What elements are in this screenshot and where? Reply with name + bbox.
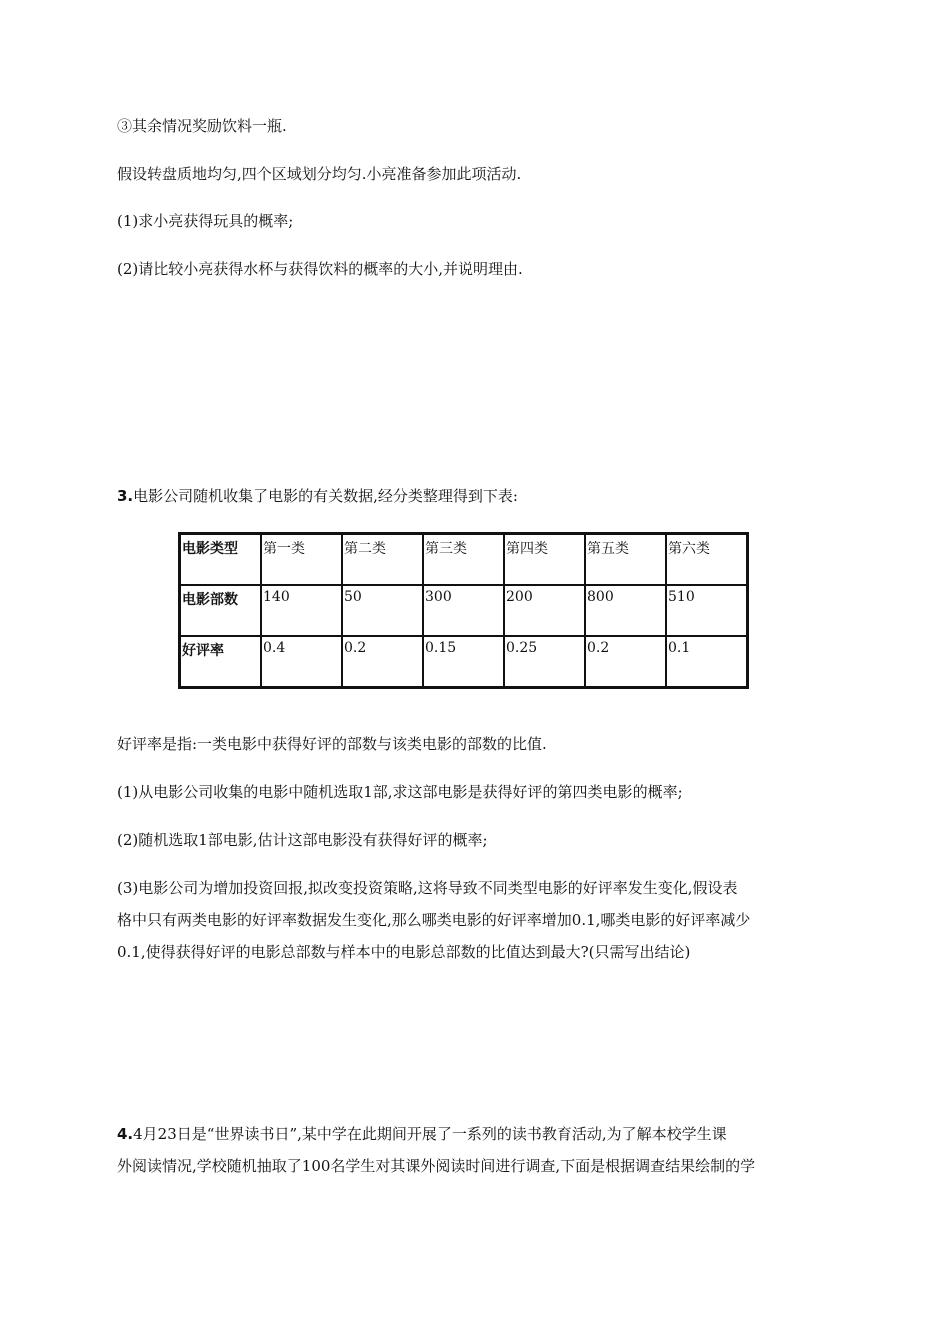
question-3-part-1: (1)从电影公司收集的电影中随机选取1部,求这部电影是获得好评的第四类电影的概率; [117, 783, 683, 801]
table-cell: 第三类 [423, 534, 504, 586]
table-cell: 好评率 [180, 636, 262, 688]
question-3-part-3-line-2: 格中只有两类电影的好评率数据发生变化,那么哪类电影的好评率增加0.1,哪类电影的好评率减少 [117, 911, 751, 929]
table-row [180, 585, 748, 636]
question-2-part-1: (1)求小亮获得玩具的概率; [117, 212, 294, 230]
question-3-part-3-line-3: 0.1,使得获得好评的电影总部数与样本中的电影总部数的比值达到最大?(只需写出结论) [117, 943, 691, 961]
rule-3-text: ③其余情况奖励饮料一瓶. [117, 117, 287, 135]
table-cell: 300 [423, 585, 504, 636]
question-3-number: 3. [117, 487, 134, 505]
table-cell: 0.2 [585, 636, 666, 688]
table-cell: 140 [261, 585, 342, 636]
question-2-part-2: (2)请比较小亮获得水杯与获得饮料的概率的大小,并说明理由. [117, 260, 523, 278]
table-cell: 0.4 [261, 636, 342, 688]
table-cell: 第四类 [504, 534, 585, 586]
question-3-intro [117, 487, 518, 505]
table-cell: 50 [342, 585, 423, 636]
table-cell: 800 [585, 585, 666, 636]
table-cell: 第六类 [666, 534, 748, 586]
question-3-part-2: (2)随机选取1部电影,估计这部电影没有获得好评的概率; [117, 831, 488, 849]
table-cell: 第五类 [585, 534, 666, 586]
rating-definition: 好评率是指:一类电影中获得好评的部数与该类电影的部数的比值. [117, 735, 547, 753]
assumption-text: 假设转盘质地均匀,四个区域划分均匀.小亮准备参加此项活动. [117, 165, 522, 183]
table-cell: 电影类型 [180, 534, 262, 586]
table-cell: 0.1 [666, 636, 748, 688]
table-cell: 0.15 [423, 636, 504, 688]
table-cell: 电影部数 [180, 585, 262, 636]
table-cell: 第二类 [342, 534, 423, 586]
question-3-part-3-line-1: (3)电影公司为增加投资回报,拟改变投资策略,这将导致不同类型电影的好评率发生变化,假设表 [117, 879, 738, 897]
question-4-line-2: 外阅读情况,学校随机抽取了100名学生对其课外阅读时间进行调查,下面是根据调查结果绘制的学 [117, 1157, 756, 1175]
question-4-text: 4月23日是“世界读书日”,某中学在此期间开展了一系列的读书教育活动,为了解本校学生课 [133, 1125, 727, 1143]
table-cell: 0.25 [504, 636, 585, 688]
question-3-intro-text: 电影公司随机收集了电影的有关数据,经分类整理得到下表: [133, 487, 518, 505]
table-row [180, 636, 748, 688]
question-4-number: 4. [117, 1125, 134, 1143]
table-cell: 510 [666, 585, 748, 636]
movie-data-table [178, 532, 749, 689]
table-cell: 200 [504, 585, 585, 636]
question-4-line-1 [117, 1125, 727, 1143]
table-cell: 0.2 [342, 636, 423, 688]
table-row [180, 534, 748, 586]
table-cell: 第一类 [261, 534, 342, 586]
